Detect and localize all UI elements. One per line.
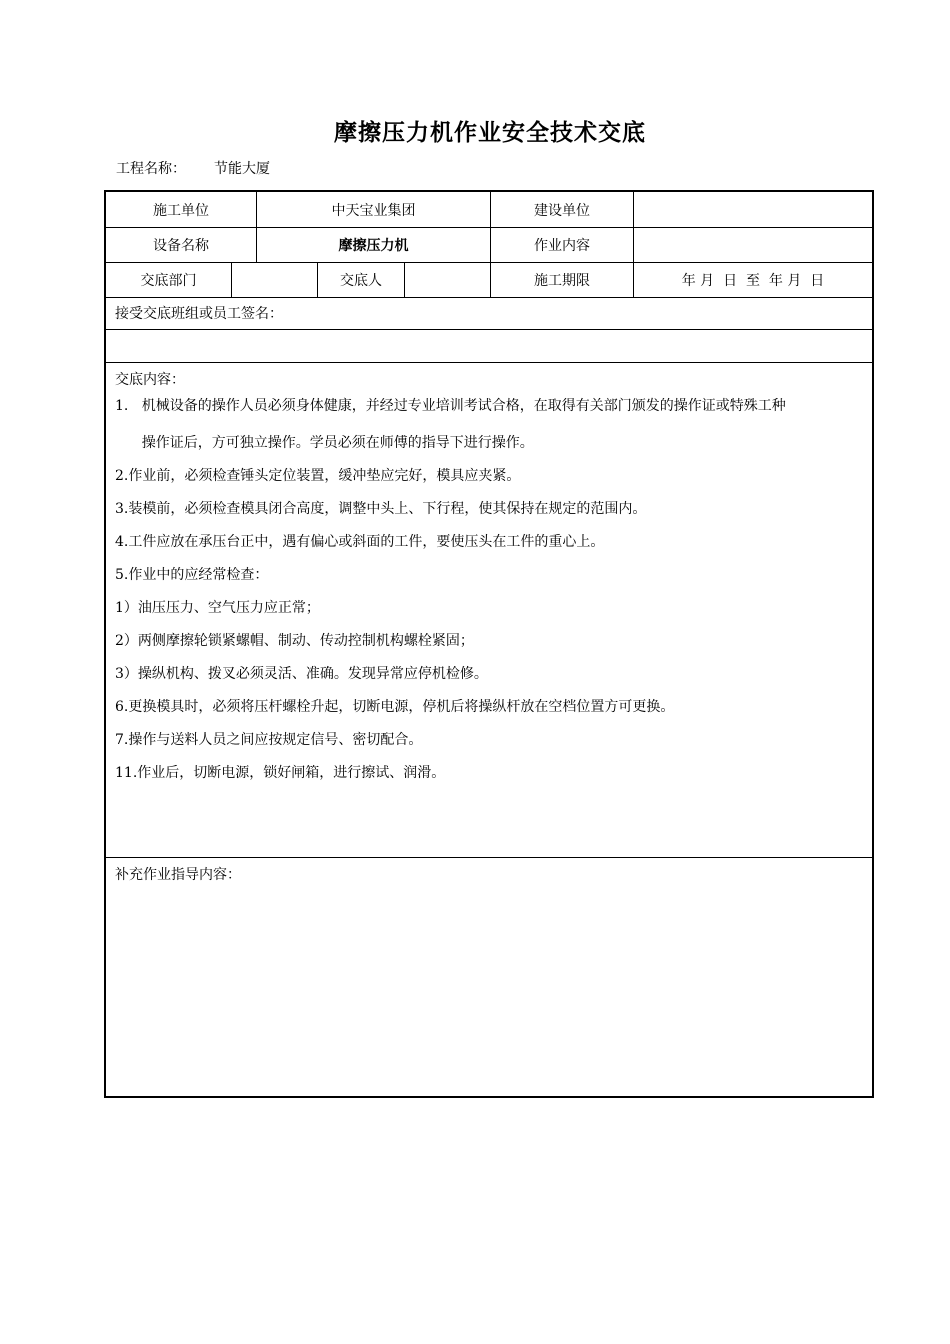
content-line: 1. 机械设备的操作人员必须身体健康，并经过专业培训考试合格，在取得有关部门颁发的操作证或特殊工种	[115, 398, 786, 414]
document-title: 摩擦压力机作业安全技术交底	[334, 120, 646, 146]
content-line: 4.工件应放在承压台正中，遇有偏心或斜面的工件，要使压头在工件的重心上。	[115, 534, 605, 550]
equipment-name-label: 设备名称	[153, 237, 209, 254]
equipment-name-value: 摩擦压力机	[338, 237, 409, 254]
row-divider	[106, 329, 872, 330]
content-line: 7.操作与送料人员之间应按规定信号、密切配合。	[115, 732, 423, 748]
work-content-label: 作业内容	[534, 237, 590, 254]
disclosure-person-value[interactable]	[405, 262, 490, 297]
disclosure-person-label: 交底人	[340, 272, 382, 289]
construction-unit-value: 中天宝业集团	[331, 202, 416, 219]
disclosure-table	[104, 190, 874, 1098]
content-line: 操作证后，方可独立操作。学员必须在师傅的指导下进行操作。	[115, 435, 534, 451]
project-name-row	[116, 158, 270, 178]
content-list	[115, 390, 786, 790]
owner-unit-value[interactable]	[634, 192, 872, 227]
supplement-label: 补充作业指导内容：	[115, 867, 241, 883]
construction-period-value: 年 月 日 至 年 月 日	[681, 272, 825, 289]
content-label: 交底内容：	[115, 372, 185, 388]
content-line: 2.作业前，必须检查锤头定位装置，缓冲垫应完好，模具应夹紧。	[115, 468, 521, 484]
content-line: 6.更换模具时，必须将压杆螺栓升起，切断电源，停机后将操纵杆放在空档位置方可更换。	[115, 699, 675, 715]
owner-unit-label: 建设单位	[534, 202, 590, 219]
project-name-label: 工程名称：	[116, 161, 186, 177]
dept-value[interactable]	[232, 262, 317, 297]
content-line: 1）油压压力、空气压力应正常；	[115, 600, 320, 616]
project-name-value: 节能大厦	[214, 161, 270, 177]
content-line: 11.作业后，切断电源，锁好闸箱，进行擦试、润滑。	[115, 765, 446, 781]
row-divider	[106, 297, 872, 298]
work-content-value[interactable]	[634, 227, 872, 262]
row-divider	[106, 362, 872, 363]
construction-unit-label: 施工单位	[153, 202, 209, 219]
content-line: 2）两侧摩擦轮锁紧螺帽、制动、传动控制机构螺栓紧固；	[115, 633, 474, 649]
content-line: 3）操纵机构、拨叉必须灵活、准确。发现异常应停机检修。	[115, 666, 488, 682]
construction-period-label: 施工期限	[534, 272, 590, 289]
content-line: 5.作业中的应经常检查：	[115, 567, 269, 583]
dept-label: 交底部门	[140, 272, 197, 289]
row-divider	[106, 857, 872, 858]
signature-label: 接受交底班组或员工签名：	[115, 306, 283, 322]
content-line: 3.装模前，必须检查模具闭合高度，调整中头上、下行程，使其保持在规定的范围内。	[115, 501, 647, 517]
